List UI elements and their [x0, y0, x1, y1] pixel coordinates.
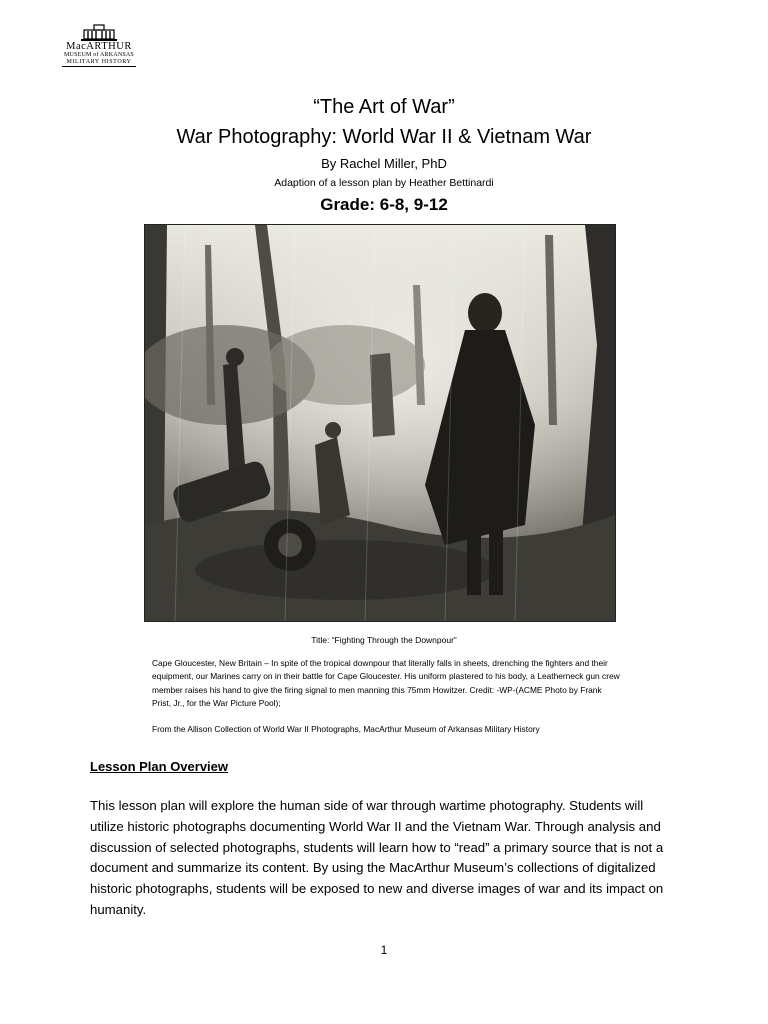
author-line: By Rachel Miller, PhD	[321, 156, 447, 171]
grade-level: Grade: 6-8, 9-12	[320, 195, 448, 214]
logo-line-3: MILITARY HISTORY	[62, 59, 136, 67]
logo-line-1: MacARTHUR	[66, 41, 132, 52]
page-number: 1	[380, 943, 388, 957]
photo-caption-title: Title: “Fighting Through the Downpour”	[311, 635, 457, 645]
adaption-line: Adaption of a lesson plan by Heather Bettinardi	[274, 177, 494, 189]
lesson-plan-overview-heading: Lesson Plan Overview	[90, 759, 229, 774]
logo-line-2: MUSEUM of ARKANSAS	[64, 52, 134, 58]
document-subtitle: War Photography: World War II & Vietnam War	[176, 126, 592, 148]
lesson-plan-overview-text: This lesson plan will explore the human side of war through wartime photography. Students will utilize historic photographs documenting World War II and the Vietnam War. Through analysis and discussion of selected photographs, students will learn how to “read” a primary source that is not a document and summarize its content. By using the MacArthur Museum’s collections of digitalized historic photographs, students will be exposed to new and diverse images of war and its impact on humanity.	[90, 798, 664, 917]
photo-caption-body: Cape Gloucester, New Britain – In spite of the tropical downpour that literally falls in sheets, drenching the fighters and their equipment, our Marines carry on in their battle for Cape Gloucester. His uniform plastered to his body, a Leatherneck gun crew member raises his hand to give the firing signal to men manning this 75mm Howitzer. Credit: -WP-(ACME Photo by Frank Prist, Jr., for the War Picture Pool);	[152, 658, 620, 709]
photo-caption-source: From the Allison Collection of World War II Photographs, MacArthur Museum of Arkansas Military History	[152, 724, 540, 734]
war-photograph	[144, 224, 616, 622]
museum-building-icon	[79, 24, 119, 42]
document-title: “The Art of War”	[313, 96, 455, 118]
museum-logo	[62, 24, 136, 78]
